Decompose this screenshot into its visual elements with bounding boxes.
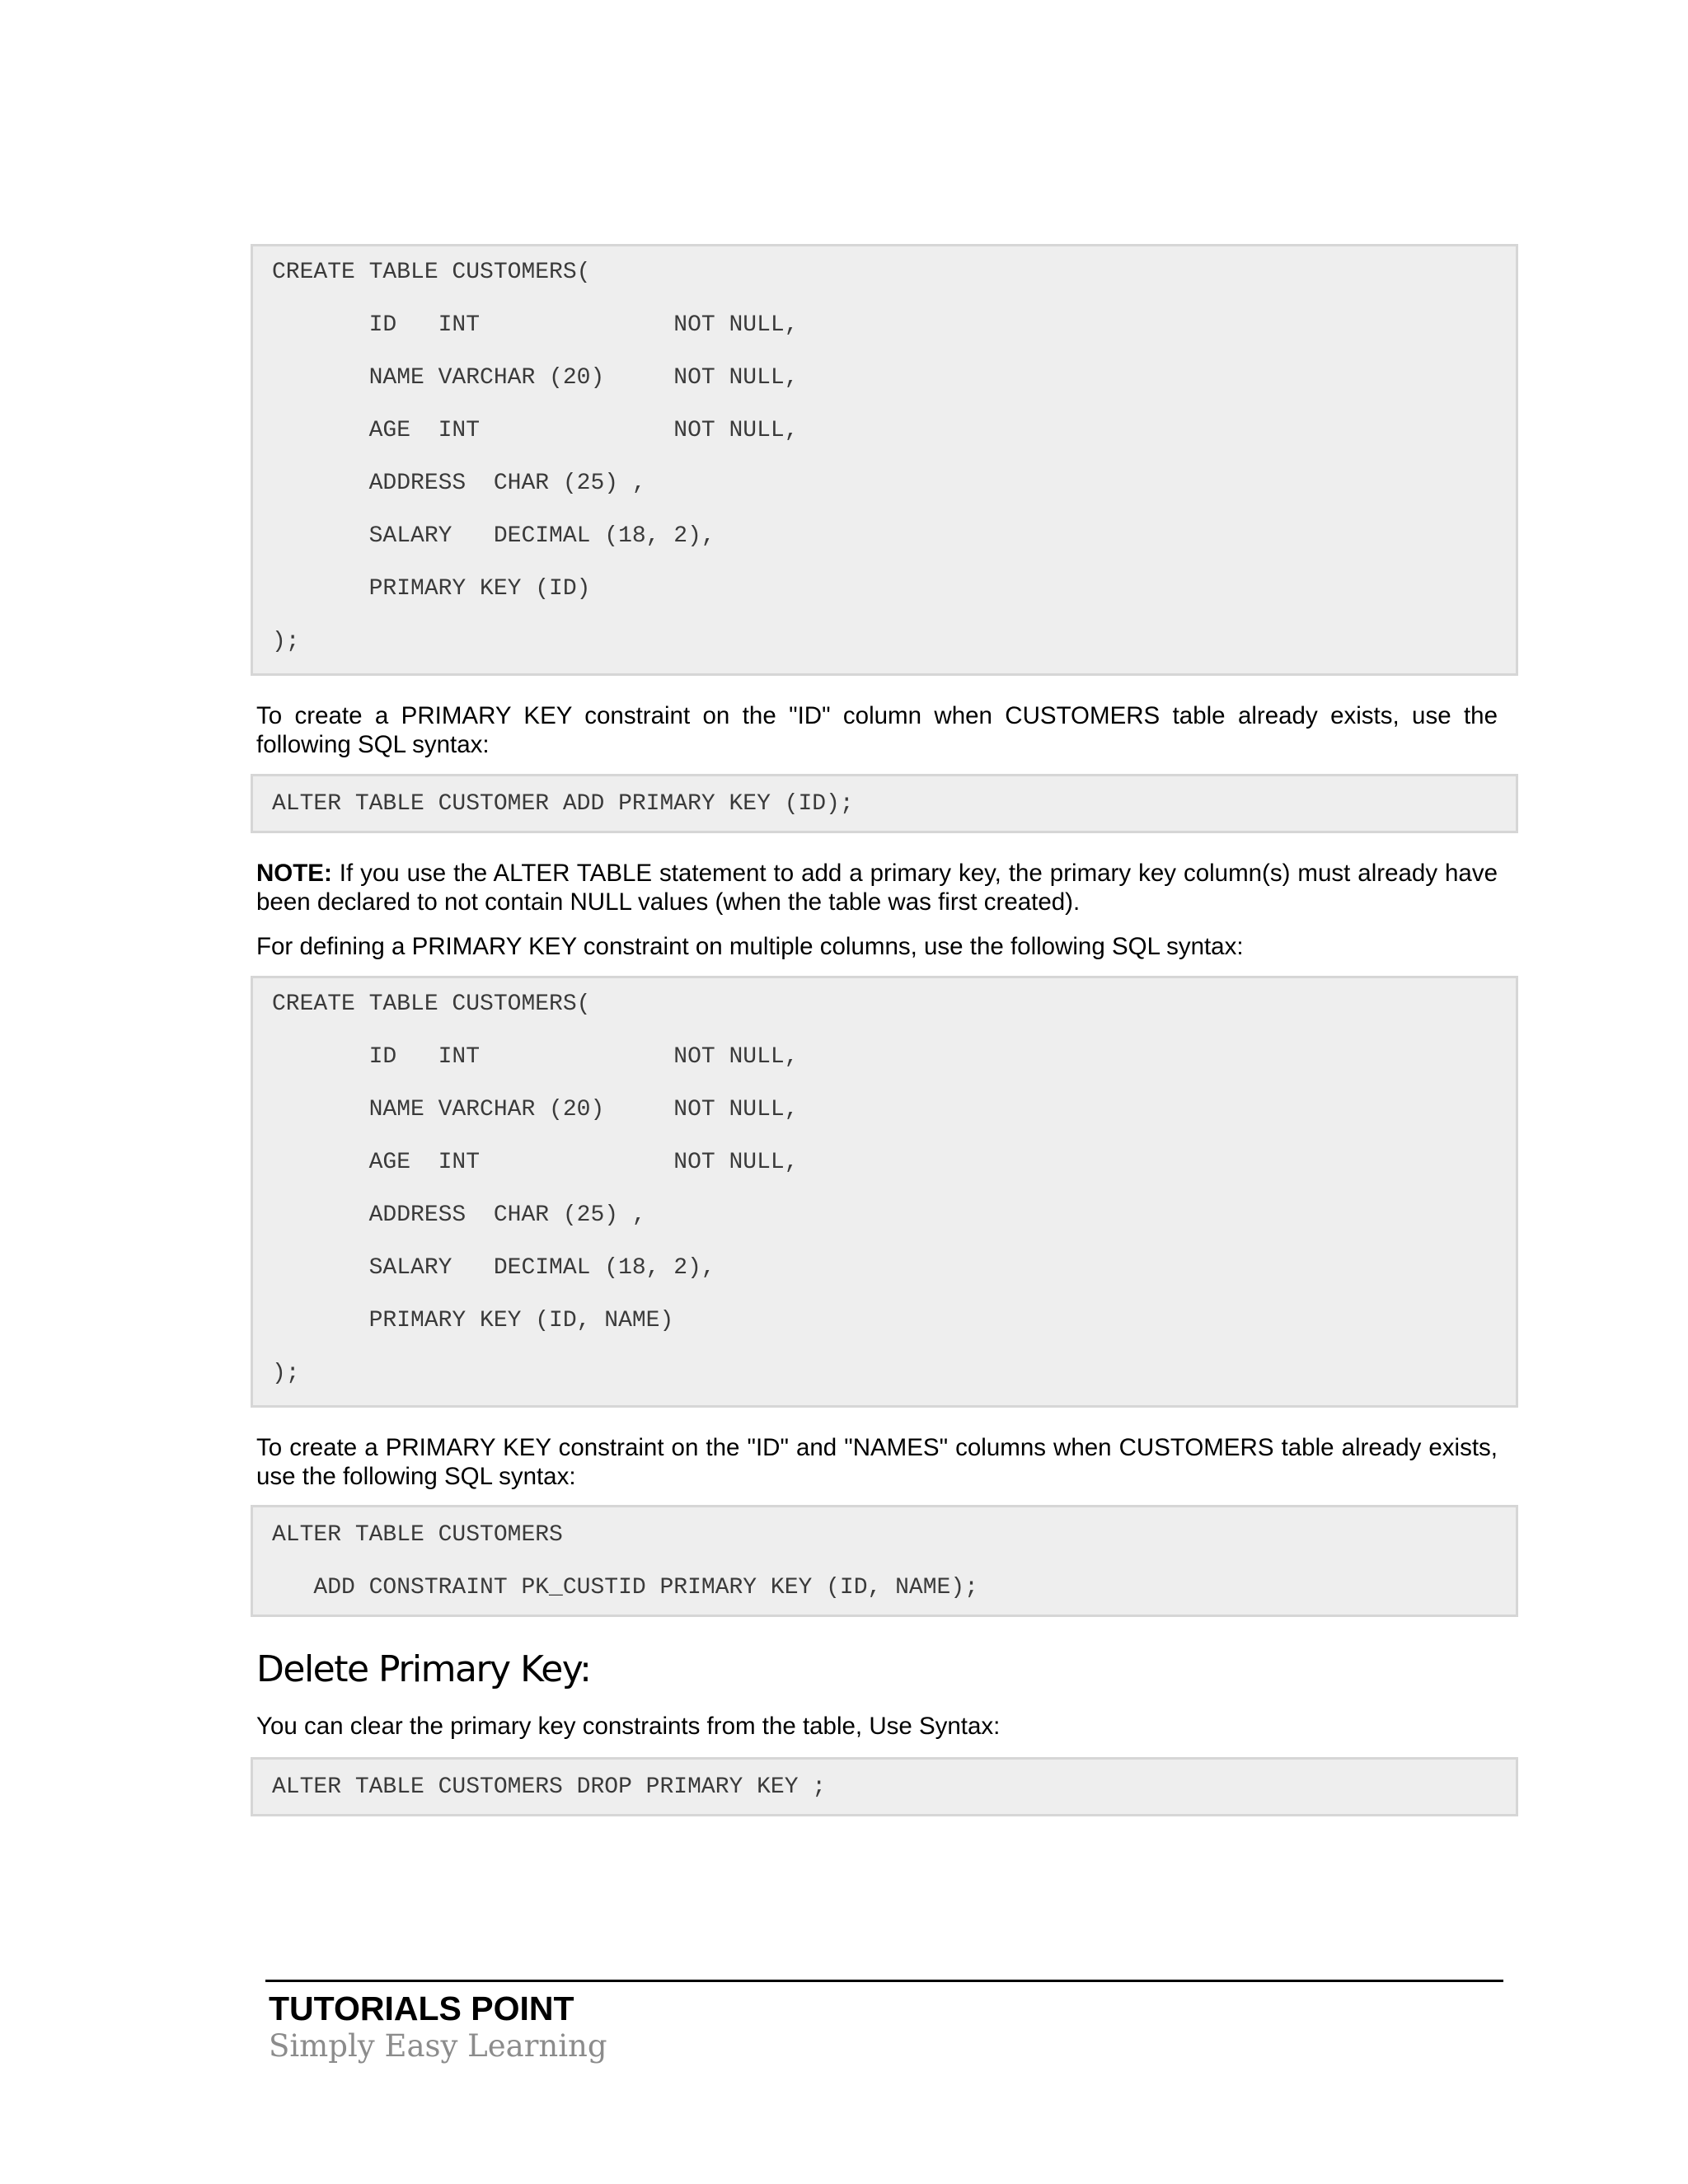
note-label: NOTE: bbox=[256, 860, 332, 887]
paragraph-delete-primary-key: You can clear the primary key constraints from the table, Use Syntax: bbox=[256, 1713, 1001, 1740]
code-line: ID INT NOT NULL, bbox=[272, 312, 799, 338]
code-line: ); bbox=[272, 629, 300, 654]
code-line: AGE INT NOT NULL, bbox=[272, 418, 799, 443]
footer-tagline: Simply Easy Learning bbox=[269, 2028, 607, 2064]
paragraph-alter-constraint: To create a PRIMARY KEY constraint on the "ID" and "NAMES" columns when CUSTOMERS table already exists, use the following SQL syntax: bbox=[256, 1434, 1498, 1490]
code-line: ALTER TABLE CUSTOMERS bbox=[272, 1522, 563, 1548]
paragraph-alter-primary-key: To create a PRIMARY KEY constraint on the "ID" column when CUSTOMERS table already exists, use the following SQL syntax: bbox=[256, 702, 1498, 758]
footer-divider bbox=[265, 1980, 1503, 1982]
code-line: CREATE TABLE CUSTOMERS( bbox=[272, 260, 591, 285]
code-line: ADDRESS CHAR (25) , bbox=[272, 1202, 646, 1228]
note-paragraph bbox=[256, 859, 1498, 916]
code-block-create-table bbox=[251, 244, 1518, 676]
code-block-create-table-multi bbox=[251, 976, 1518, 1408]
footer-brand: TUTORIALS POINT bbox=[269, 1990, 574, 2027]
code-line: CREATE TABLE CUSTOMERS( bbox=[272, 991, 591, 1017]
note-text: If you use the ALTER TABLE statement to add a primary key, the primary key column(s) must already have been declared to not contain NULL values (when the table was first created). bbox=[256, 860, 1498, 916]
code-line: ADDRESS CHAR (25) , bbox=[272, 471, 646, 496]
code-block-alter-add-primary-key bbox=[251, 774, 1518, 833]
code-line: AGE INT NOT NULL, bbox=[272, 1150, 799, 1175]
section-heading: Delete Primary Key: bbox=[256, 1648, 591, 1690]
code-line: SALARY DECIMAL (18, 2), bbox=[272, 1255, 715, 1281]
code-line: ADD CONSTRAINT PK_CUSTID PRIMARY KEY (ID, NAME); bbox=[272, 1575, 978, 1601]
code-line: ALTER TABLE CUSTOMER ADD PRIMARY KEY (ID); bbox=[272, 791, 854, 817]
code-line: NAME VARCHAR (20) NOT NULL, bbox=[272, 365, 799, 391]
code-line: ); bbox=[272, 1361, 300, 1386]
code-line: NAME VARCHAR (20) NOT NULL, bbox=[272, 1097, 799, 1122]
code-block-add-constraint bbox=[251, 1505, 1518, 1617]
code-line: PRIMARY KEY (ID) bbox=[272, 576, 591, 602]
code-line: ID INT NOT NULL, bbox=[272, 1044, 799, 1070]
code-block-drop-primary-key bbox=[251, 1757, 1518, 1816]
paragraph-multiple-columns: For defining a PRIMARY KEY constraint on multiple columns, use the following SQL syntax: bbox=[256, 933, 1244, 960]
code-line: PRIMARY KEY (ID, NAME) bbox=[272, 1308, 674, 1333]
code-line: SALARY DECIMAL (18, 2), bbox=[272, 523, 715, 549]
code-line: ALTER TABLE CUSTOMERS DROP PRIMARY KEY ; bbox=[272, 1774, 827, 1800]
